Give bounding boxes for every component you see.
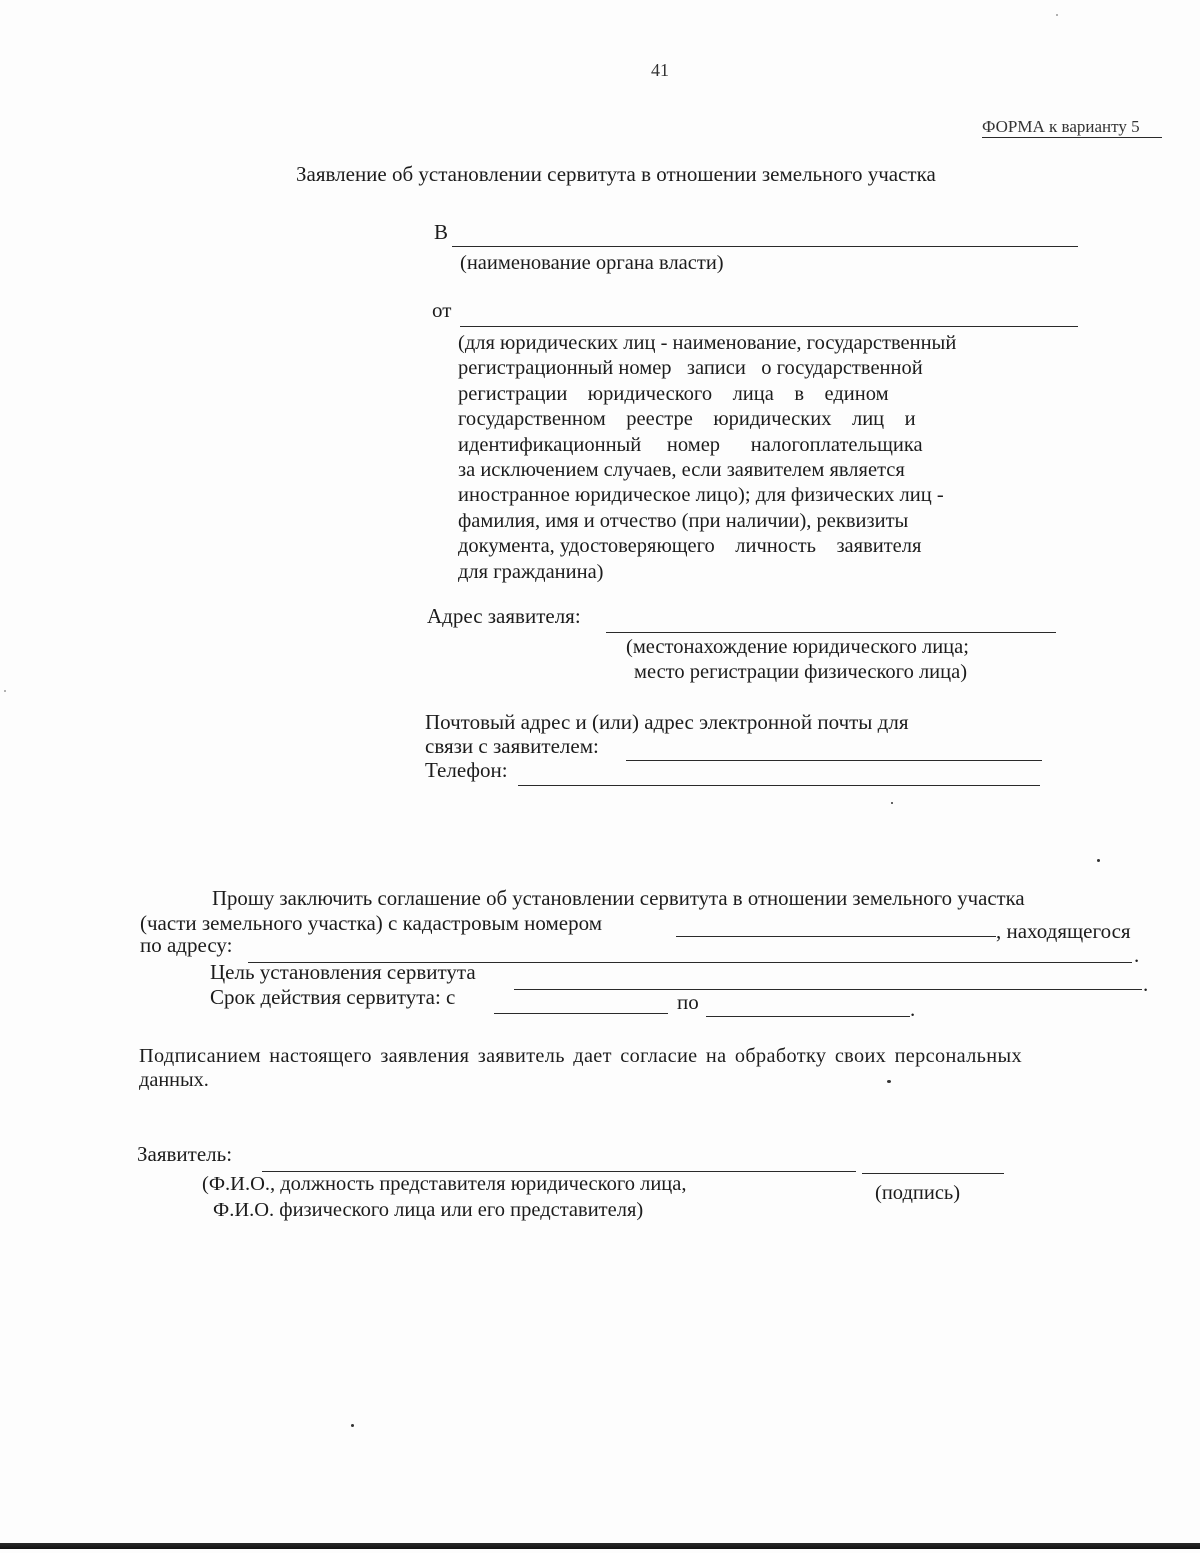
term-end-dot: . xyxy=(910,997,916,1021)
authority-name-field[interactable] xyxy=(452,246,1078,247)
document-title: Заявление об установлении сервитута в отношении земельного участка xyxy=(296,162,936,186)
applicant-caption-line: иностранное юридическое лицо); для физических лиц - xyxy=(458,484,944,507)
applicant-caption-line: для гражданина) xyxy=(458,560,604,583)
address-label: Адрес заявителя: xyxy=(427,604,581,628)
to-prefix: В xyxy=(434,220,449,244)
scan-speck xyxy=(1097,859,1100,862)
applicant-caption-line: регистрации юридического лица в едином xyxy=(458,382,889,405)
signature-name-caption: Ф.И.О. физического лица или его представителя) xyxy=(213,1199,644,1221)
purpose-label: Цель установления сервитута xyxy=(210,960,476,984)
form-note: ФОРМА к варианту 5 xyxy=(982,117,1140,136)
signature-name-caption: (Ф.И.О., должность представителя юридического лица, xyxy=(202,1173,687,1195)
address-caption-line: место регистрации физического лица) xyxy=(634,661,968,683)
scan-speck xyxy=(891,802,893,804)
authority-caption: (наименование органа власти) xyxy=(460,252,724,274)
postal-address-label: Почтовый адрес и (или) адрес электронной почты для xyxy=(425,710,909,734)
request-located-text: , находящегося xyxy=(996,919,1131,943)
term-label: Срок действия сервитута: с xyxy=(210,985,456,1009)
applicant-name-field[interactable] xyxy=(262,1171,856,1172)
applicant-caption xyxy=(458,331,956,585)
signature-field[interactable] xyxy=(862,1173,1004,1174)
request-line: Прошу заключить соглашение об установлении сервитута в отношении земельного участка xyxy=(212,887,1025,910)
purpose-end: . xyxy=(1143,972,1149,996)
form-note-underline xyxy=(982,137,1162,138)
applicant-signature-label: Заявитель: xyxy=(137,1142,233,1166)
term-start-field[interactable] xyxy=(494,1013,668,1014)
applicant-caption-line: фамилия, имя и отчество (при наличии), реквизиты xyxy=(458,509,909,532)
request-cadastral-label: (части земельного участка) с кадастровым номером xyxy=(140,911,602,935)
scan-speck xyxy=(887,1080,891,1083)
request-address-label: по адресу: xyxy=(140,933,233,957)
applicant-field[interactable] xyxy=(460,326,1078,327)
address-caption-line: (местонахождение юридического лица; xyxy=(626,636,969,658)
phone-label: Телефон: xyxy=(425,758,508,782)
consent-line: Подписанием настоящего заявления заявитель дает согласие на обработку своих персональных xyxy=(139,1045,1022,1067)
page-number: 41 xyxy=(651,60,669,80)
term-to-label: по xyxy=(677,990,699,1014)
phone-field[interactable] xyxy=(518,785,1040,786)
applicant-caption-line: идентификационный номер налогоплательщика xyxy=(458,433,923,456)
applicant-caption-line: за исключением случаев, если заявителем является xyxy=(458,459,905,482)
contact-label: связи с заявителем: xyxy=(425,734,599,758)
scan-speck xyxy=(351,1424,354,1427)
consent-line: данных. xyxy=(139,1069,209,1091)
address-field[interactable] xyxy=(606,632,1056,633)
applicant-caption-line: регистрационный номер записи о государственной xyxy=(458,357,923,380)
request-address-end: . xyxy=(1134,943,1140,967)
term-end-field[interactable] xyxy=(706,1016,910,1017)
contact-field[interactable] xyxy=(626,760,1042,761)
from-prefix: от xyxy=(432,298,452,322)
cadastral-number-field[interactable] xyxy=(676,936,996,937)
scan-speck xyxy=(1056,14,1058,16)
applicant-caption-line: (для юридических лиц - наименование, государственный xyxy=(458,332,957,354)
scan-speck xyxy=(4,690,6,692)
scan-bottom-edge xyxy=(0,1543,1200,1549)
applicant-caption-line: государственном реестре юридических лиц и xyxy=(458,408,916,431)
signature-sign-caption: (подпись) xyxy=(875,1182,961,1204)
purpose-field[interactable] xyxy=(514,989,1142,990)
applicant-caption-line: документа, удостоверяющего личность заявителя xyxy=(458,535,922,558)
